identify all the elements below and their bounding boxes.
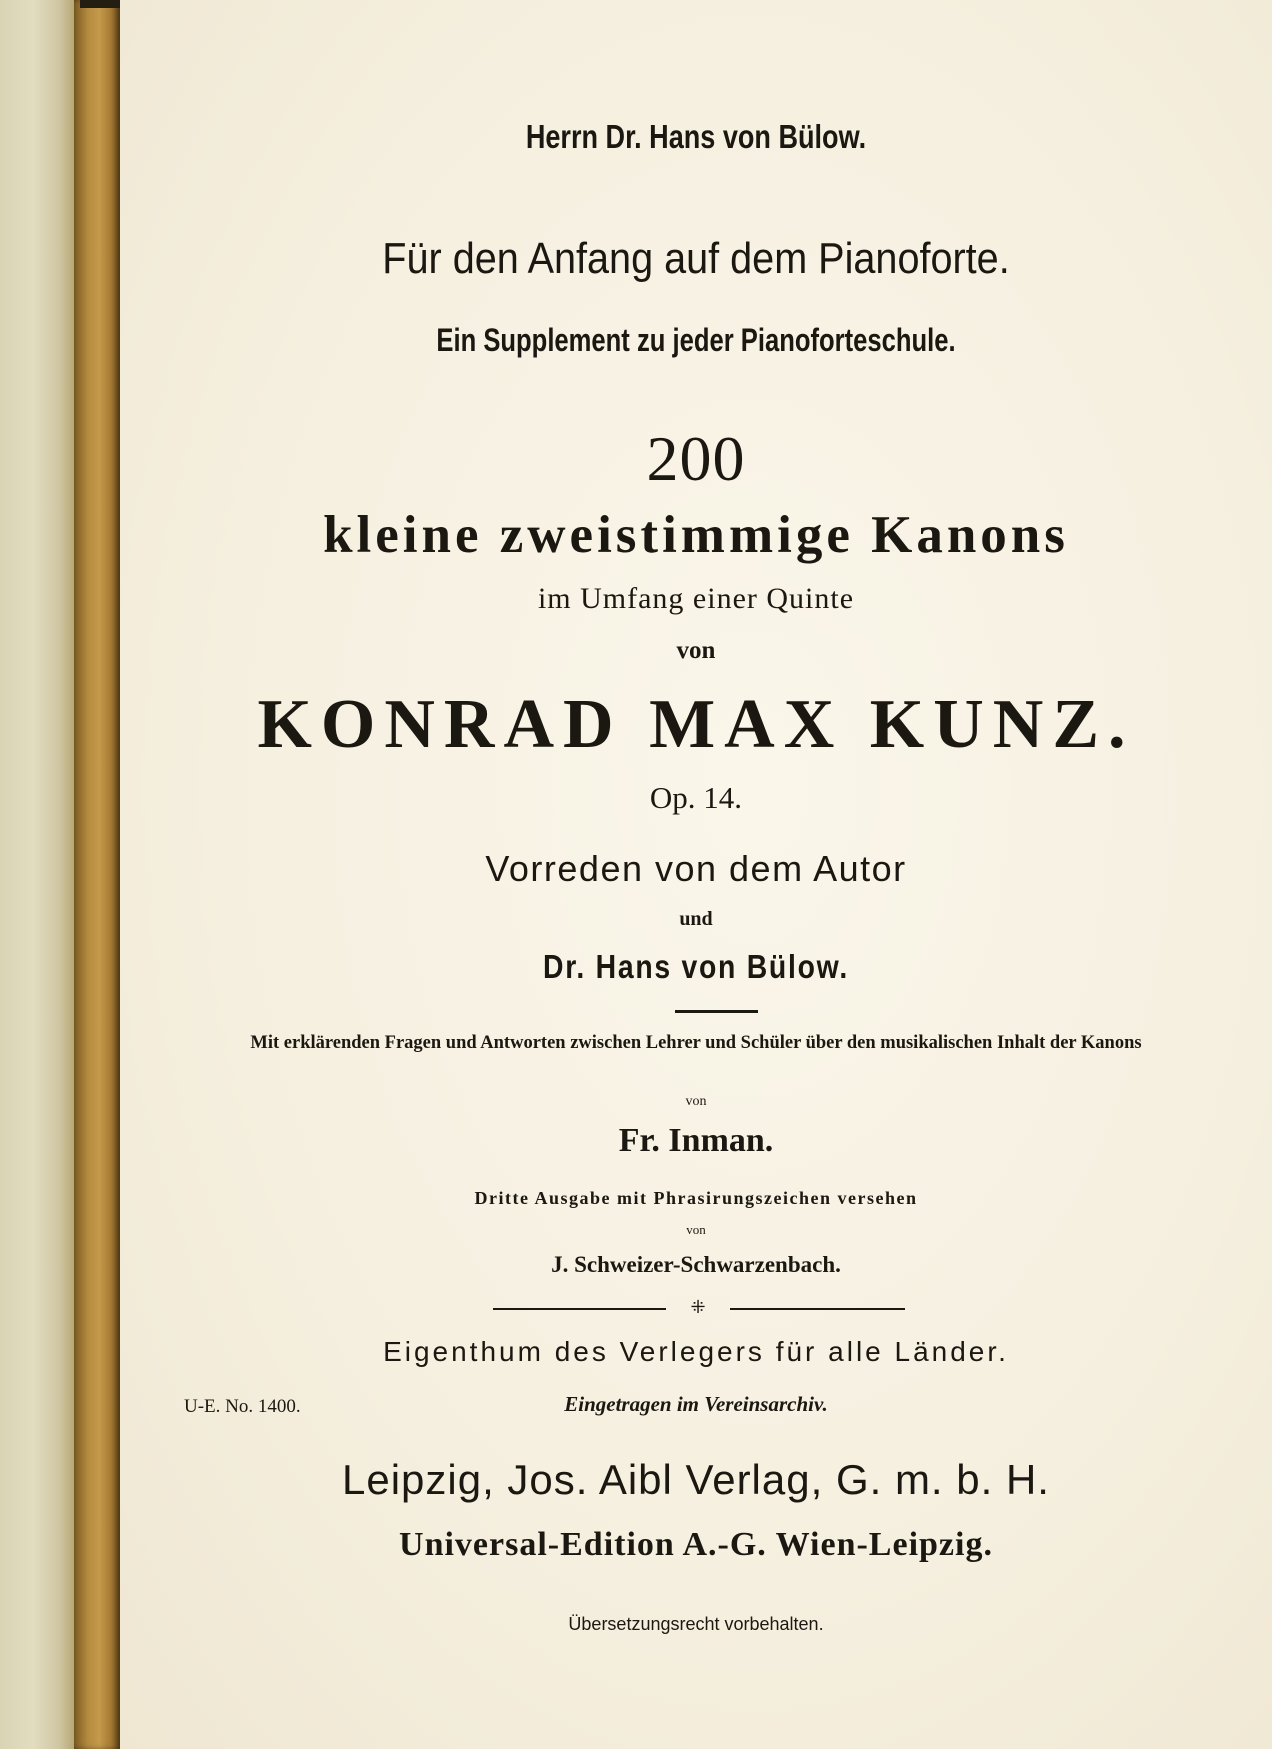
publisher-line-1: Leipzig, Jos. Aibl Verlag, G. m. b. H. <box>342 1456 1050 1503</box>
ownership-notice: Eigenthum des Verlegers für alle Länder. <box>383 1336 1009 1367</box>
subtitle-line-1: Für den Anfang auf dem Pianoforte. <box>382 234 1010 283</box>
main-title: kleine zweistimmige Kanons <box>323 506 1069 564</box>
ornament-icon: ⁜ <box>666 1296 730 1318</box>
preface-coauthor: Dr. Hans von Bülow. <box>542 948 849 985</box>
publisher-line-2: Universal-Edition A.-G. Wien-Leipzig. <box>399 1526 993 1563</box>
subtitle-line-2: Ein Supplement zu jeder Pianoforteschule. <box>436 322 956 358</box>
prefaces-line: Vorreden von dem Autor <box>485 848 907 889</box>
by-text: von <box>685 1094 707 1109</box>
title-page <box>120 0 1272 1749</box>
dedication: Herrn Dr. Hans von Bülow. <box>525 118 867 155</box>
registration-notice: Eingetragen im Vereinsarchiv. <box>564 1392 828 1416</box>
composer-name: KONRAD MAX KUNZ. <box>257 686 1135 763</box>
by-text: von <box>686 1222 706 1237</box>
left-page-edge <box>0 0 74 1749</box>
catalog-number: U-E. No. 1400. <box>184 1396 301 1417</box>
and-text: und <box>679 908 713 930</box>
editor-name: J. Schweizer-Schwarzenbach. <box>551 1252 841 1277</box>
opus-number: Op. 14. <box>649 780 743 815</box>
rights-notice: Übersetzungsrecht vorbehalten. <box>568 1614 824 1634</box>
by-text: von <box>676 637 716 664</box>
title-range: im Umfang einer Quinte <box>537 582 855 615</box>
divider-short <box>675 1010 758 1013</box>
explanation-text: Mit erklärenden Fragen und Antworten zwischen Lehrer und Schüler über den musikalischen Inhalt der Kanons <box>250 1033 1142 1053</box>
book-binding <box>74 0 120 1749</box>
title-number: 200 <box>646 423 746 494</box>
edition-note: Dritte Ausgabe mit Phrasirungszeichen versehen <box>474 1188 918 1208</box>
annotator-name: Fr. Inman. <box>618 1122 774 1159</box>
